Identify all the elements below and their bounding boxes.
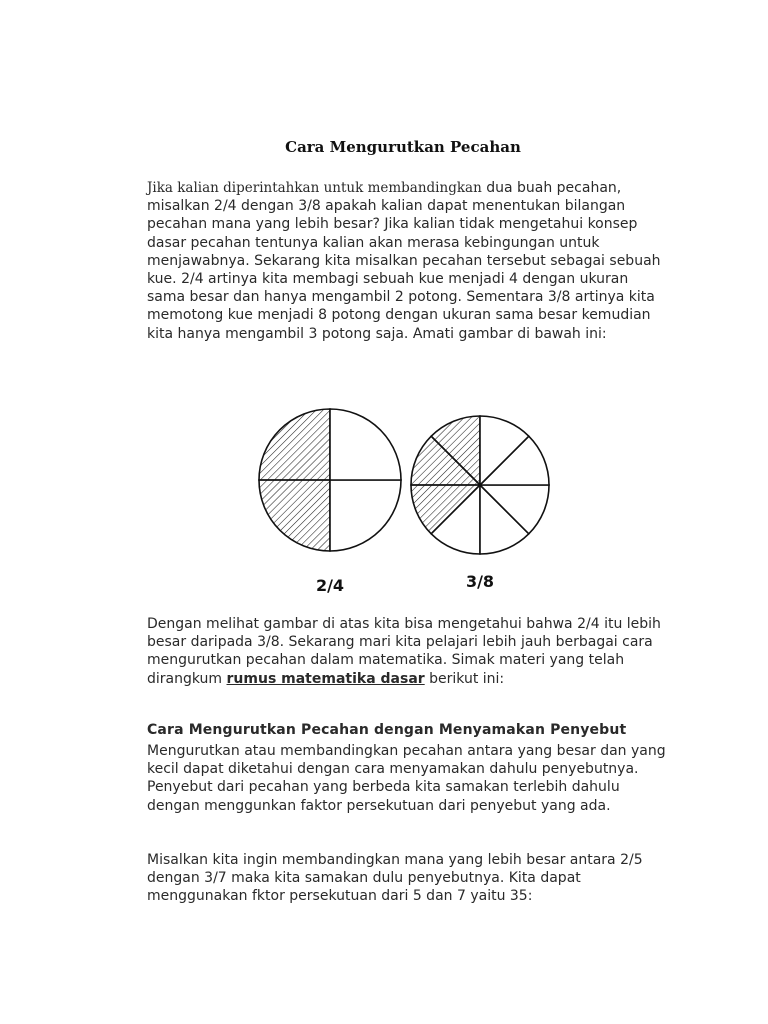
pie-three-eighths: [411, 416, 549, 554]
comparison-text-after: berikut ini:: [424, 670, 505, 687]
intro-paragraph: [147, 179, 667, 343]
method-paragraph: Mengurutkan atau membandingkan pecahan antara yang besar dan yang kecil dapat diketahui dengan cara menyamakan dahulu penyebutnya. Penyebut dari pecahan yang berbeda kita samakan terlebih dahulu dengan menggunkan faktor persekutuan dari penyebut yang ada.: [147, 743, 666, 814]
fraction-label-2-4: 2/4: [315, 576, 345, 595]
comparison-paragraph: [147, 615, 667, 688]
rumus-matematika-dasar-link[interactable]: rumus matematika dasar: [226, 670, 425, 687]
empty-slice-3: [330, 480, 401, 551]
fraction-pie-svg: [250, 405, 560, 600]
comparison-text-before: Dengan melihat gambar di atas kita bisa mengetahui bahwa 2/4 itu lebih besar daripada 3/8. Sekarang mari kita pelajari lebih jauh berbagai cara mengurutkan pecahan dalam matematika. Simak materi yang telah dirangkum: [147, 616, 661, 687]
shaded-slice-1: [259, 409, 330, 480]
intro-lead-text: Jika kalian diperintahkan untuk membandingkan: [147, 180, 482, 196]
document-title: Cara Mengurutkan Pecahan: [285, 138, 521, 156]
empty-slice-4: [330, 409, 401, 480]
fraction-label-3-8: 3/8: [465, 572, 495, 591]
intro-body-text: dua buah pecahan, misalkan 2/4 dengan 3/8 apakah kalian dapat menentukan bilangan pecahan mana yang lebih besar? Jika kalian tidak mengetahui konsep dasar pecahan tentunya kalian akan merasa kebingungan untuk menjawabnya. Sekarang kita misalkan pecahan tersebut sebagai sebuah kue. 2/4 artinya kita membagi sebuah kue menjadi 4 dengan ukuran sama besar dan hanya mengambil 2 potong. Sementara 3/8 artinya kita memotong kue menjadi 8 potong dengan ukuran sama besar kemudian kita hanya mengambil 3 potong saja. Amati gambar di bawah ini:: [147, 180, 661, 342]
example-paragraph: Misalkan kita ingin membandingkan mana yang lebih besar antara 2/5 dengan 3/7 maka kita samakan dulu penyebutnya. Kita dapat menggunakan fktor persekutuan dari 5 dan 7 yaitu 35:: [147, 852, 643, 905]
fraction-pie-figure: [250, 405, 560, 600]
section-heading: Cara Mengurutkan Pecahan dengan Menyamakan Penyebut: [147, 722, 627, 738]
pie-two-fourths: [259, 409, 401, 551]
shaded-slice-2: [259, 480, 330, 551]
